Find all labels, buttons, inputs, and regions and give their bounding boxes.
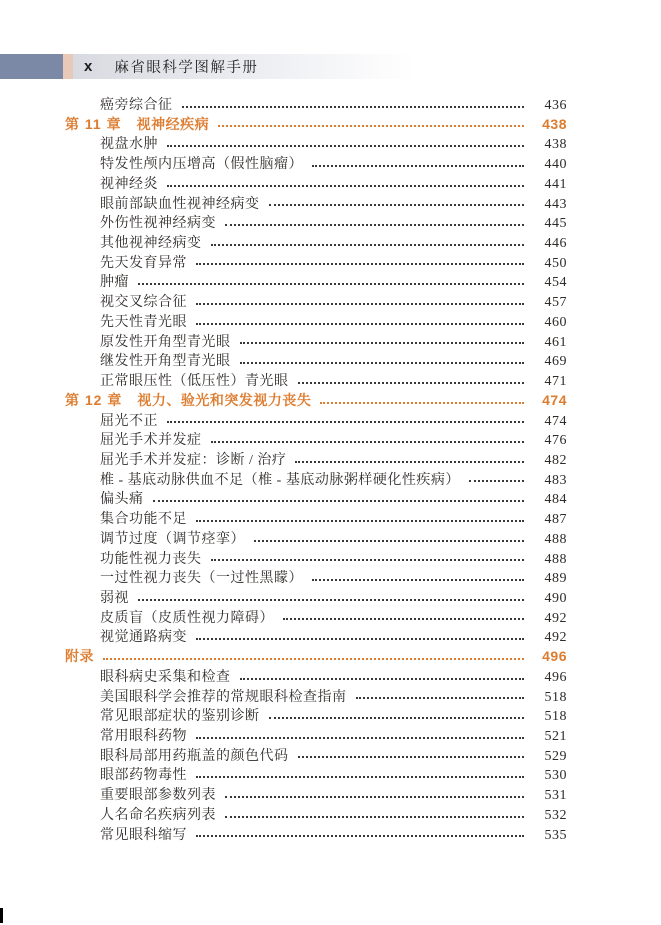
toc-page-number: 446 bbox=[544, 236, 567, 252]
toc-entry-label: 弱视 bbox=[100, 590, 129, 606]
dot-leader bbox=[460, 469, 531, 489]
dot-leader bbox=[173, 94, 532, 114]
toc-page-number: 492 bbox=[544, 630, 567, 646]
toc-row bbox=[0, 607, 567, 627]
toc-row bbox=[0, 410, 567, 430]
toc-entry-label: 外伤性视神经病变 bbox=[100, 216, 216, 232]
dot-leader bbox=[347, 686, 532, 706]
toc-row bbox=[0, 331, 567, 351]
toc-entry-label: 人名命名疾病列表 bbox=[100, 807, 216, 823]
toc-row bbox=[0, 784, 567, 804]
toc-entry-label: 常见眼科缩写 bbox=[100, 827, 187, 843]
dot-leader bbox=[260, 193, 532, 213]
dot-leader bbox=[289, 370, 532, 390]
toc-row bbox=[0, 212, 567, 232]
toc-entry-label: 眼前部缺血性视神经病变 bbox=[100, 196, 260, 212]
toc-entry-label: 附录 bbox=[65, 648, 94, 665]
toc-row bbox=[0, 548, 567, 568]
toc-row bbox=[0, 311, 567, 331]
toc-entry-label: 正常眼压性（低压性）青光眼 bbox=[100, 374, 289, 390]
chapter-number: 第 11 章 bbox=[65, 115, 122, 132]
toc-row bbox=[0, 469, 567, 489]
header-pink-strip bbox=[63, 54, 73, 79]
toc-page-number: 489 bbox=[544, 571, 567, 587]
dot-leader bbox=[187, 291, 531, 311]
dot-leader bbox=[187, 626, 531, 646]
toc-page-number: 460 bbox=[544, 314, 567, 330]
dot-leader bbox=[187, 764, 531, 784]
toc-entry-label: 眼科病史采集和检查 bbox=[100, 669, 231, 685]
toc-entry-label: 屈光手术并发症 bbox=[100, 433, 202, 449]
toc-entry-label: 视盘水肿 bbox=[100, 137, 158, 153]
toc-row bbox=[0, 350, 567, 370]
toc-page-number: 488 bbox=[544, 531, 567, 547]
toc-entry-label: 先天发育异常 bbox=[100, 255, 187, 271]
toc-row bbox=[0, 725, 567, 745]
dot-leader bbox=[303, 153, 531, 173]
toc-page-number: 496 bbox=[542, 648, 567, 665]
toc-row bbox=[0, 587, 567, 607]
toc-page-number: 443 bbox=[544, 196, 567, 212]
dot-leader bbox=[187, 508, 531, 528]
toc-row bbox=[0, 193, 567, 213]
dot-leader bbox=[202, 548, 532, 568]
dot-leader bbox=[286, 449, 531, 469]
dot-leader bbox=[216, 784, 531, 804]
toc-entry-label: 其他视神经病变 bbox=[100, 236, 202, 252]
toc-page-number: 518 bbox=[544, 709, 567, 725]
toc-row bbox=[0, 271, 567, 291]
toc-entry-label: 功能性视力丧失 bbox=[100, 551, 202, 567]
toc-row bbox=[0, 291, 567, 311]
toc-row bbox=[0, 705, 567, 725]
toc-entry-label: 特发性颅内压增高（假性脑瘤） bbox=[100, 157, 303, 173]
dot-leader bbox=[231, 666, 532, 686]
header-book-title: 麻省眼科学图解手册 bbox=[114, 60, 259, 76]
toc-entry-label: 屈光不正 bbox=[100, 413, 158, 429]
dot-leader bbox=[187, 252, 531, 272]
toc-page-number: 484 bbox=[544, 492, 567, 508]
toc-entry-label: 眼科局部用药瓶盖的颜色代码 bbox=[100, 748, 289, 764]
dot-leader bbox=[94, 646, 531, 666]
toc-row bbox=[0, 232, 567, 252]
toc-row bbox=[0, 153, 567, 173]
dot-leader bbox=[311, 390, 531, 410]
dot-leader bbox=[158, 410, 531, 430]
toc-page-number: 436 bbox=[544, 98, 567, 113]
toc-page-number: 440 bbox=[544, 157, 567, 173]
dot-leader bbox=[260, 705, 532, 725]
toc-entry-label: 视神经疾病 bbox=[136, 115, 210, 132]
toc-page-number: 490 bbox=[544, 590, 567, 606]
toc-row bbox=[0, 370, 567, 390]
dot-leader bbox=[216, 212, 531, 232]
toc-row bbox=[0, 429, 567, 449]
toc-page-number: 471 bbox=[544, 374, 567, 390]
toc-row bbox=[0, 824, 567, 844]
toc-entry-label: 眼部药物毒性 bbox=[100, 768, 187, 784]
toc-page-number: 529 bbox=[544, 748, 567, 764]
toc-entry-label: 椎 - 基底动脉供血不足（椎 - 基底动脉粥样硬化性疾病） bbox=[100, 472, 460, 488]
toc-row bbox=[0, 114, 567, 134]
toc-row bbox=[0, 94, 567, 114]
toc-entry-label: 屈光手术并发症：诊断 / 治疗 bbox=[100, 452, 287, 468]
dot-leader bbox=[209, 114, 531, 134]
dot-leader bbox=[129, 271, 531, 291]
toc-entry-label: 先天性青光眼 bbox=[100, 314, 187, 330]
toc-page-number: 488 bbox=[544, 551, 567, 567]
toc-entry-label: 重要眼部参数列表 bbox=[100, 788, 216, 804]
toc-row bbox=[0, 252, 567, 272]
dot-leader bbox=[231, 331, 532, 351]
toc-entry-label: 视交叉综合征 bbox=[100, 295, 187, 311]
toc-row bbox=[0, 686, 567, 706]
toc-page-number: 531 bbox=[544, 788, 567, 804]
toc-list bbox=[0, 94, 661, 843]
dot-leader bbox=[216, 804, 531, 824]
dot-leader bbox=[144, 488, 532, 508]
header-blue-block bbox=[0, 54, 63, 79]
toc-page-number: 530 bbox=[544, 768, 567, 784]
toc-entry-label: 视觉通路病变 bbox=[100, 630, 187, 646]
toc-page-number: 518 bbox=[544, 689, 567, 705]
toc-row bbox=[0, 173, 567, 193]
scan-edge-mark bbox=[0, 908, 3, 923]
toc-page-number: 438 bbox=[542, 115, 567, 132]
toc-page-number: 482 bbox=[544, 452, 567, 468]
toc-page-number: 438 bbox=[544, 137, 567, 153]
toc-row bbox=[0, 567, 567, 587]
toc-entry-label: 原发性开角型青光眼 bbox=[100, 334, 231, 350]
dot-leader bbox=[202, 232, 532, 252]
header-band bbox=[73, 54, 661, 79]
dot-leader bbox=[187, 824, 531, 844]
toc-row bbox=[0, 133, 567, 153]
toc-row bbox=[0, 626, 567, 646]
toc-row bbox=[0, 764, 567, 784]
toc-page-number: 521 bbox=[544, 729, 567, 744]
toc-page-number: 457 bbox=[544, 295, 567, 311]
dot-leader bbox=[158, 133, 531, 153]
toc-entry-label: 继发性开角型青光眼 bbox=[100, 354, 231, 370]
toc-page-number: 476 bbox=[544, 433, 567, 449]
toc-row bbox=[0, 449, 567, 469]
dot-leader bbox=[158, 173, 531, 193]
toc-page-number: 496 bbox=[544, 669, 567, 685]
toc-page-number: 450 bbox=[544, 255, 567, 271]
toc-page-number: 535 bbox=[544, 827, 567, 843]
toc-row bbox=[0, 488, 567, 508]
toc-page-number: 461 bbox=[544, 334, 567, 350]
dot-leader bbox=[274, 607, 531, 627]
toc-row bbox=[0, 646, 567, 666]
dot-leader bbox=[231, 350, 532, 370]
toc-page-number: 487 bbox=[544, 512, 567, 528]
dot-leader bbox=[187, 725, 531, 745]
dot-leader bbox=[129, 587, 531, 607]
toc-page-number: 441 bbox=[544, 176, 567, 192]
toc-page-number: 492 bbox=[544, 610, 567, 626]
toc-page-number: 474 bbox=[542, 391, 567, 408]
toc-row bbox=[0, 666, 567, 686]
toc-entry-label: 皮质盲（皮质性视力障碍） bbox=[100, 610, 274, 626]
dot-leader bbox=[303, 567, 531, 587]
toc-page-number: 483 bbox=[544, 472, 567, 488]
dot-leader bbox=[187, 311, 531, 331]
toc-entry-label: 常用眼科药物 bbox=[100, 729, 187, 744]
chapter-number: 第 12 章 bbox=[65, 391, 123, 408]
toc-entry-label: 一过性视力丧失（一过性黑矇） bbox=[100, 571, 303, 587]
toc-row bbox=[0, 528, 567, 548]
toc-entry-label: 视神经炎 bbox=[100, 176, 158, 192]
toc-row bbox=[0, 745, 567, 765]
toc-entry-label: 偏头痛 bbox=[100, 492, 144, 508]
page-header bbox=[0, 54, 661, 79]
toc-page-number: 532 bbox=[544, 807, 567, 823]
toc-entry-label: 调节过度（调节痉挛） bbox=[100, 531, 245, 547]
toc-page-number: 454 bbox=[544, 275, 567, 291]
toc-page-number: 469 bbox=[544, 354, 567, 370]
toc-page-number: 474 bbox=[544, 413, 567, 429]
header-page-number: x bbox=[84, 58, 93, 75]
dot-leader bbox=[202, 429, 532, 449]
dot-leader bbox=[289, 745, 532, 765]
toc-row bbox=[0, 804, 567, 824]
toc-entry-label: 肿瘤 bbox=[100, 275, 129, 291]
toc-entry-label: 视力、验光和突发视力丧失 bbox=[137, 391, 312, 408]
dot-leader bbox=[245, 528, 531, 548]
toc-page-number: 445 bbox=[544, 216, 567, 232]
toc-entry-label: 常见眼部症状的鉴别诊断 bbox=[100, 709, 260, 725]
toc-row bbox=[0, 508, 567, 528]
toc-row bbox=[0, 390, 567, 410]
toc-entry-label: 集合功能不足 bbox=[100, 512, 187, 528]
toc-entry-label: 美国眼科学会推荐的常规眼科检查指南 bbox=[100, 689, 347, 705]
toc-entry-label: 癌旁综合征 bbox=[100, 98, 173, 113]
